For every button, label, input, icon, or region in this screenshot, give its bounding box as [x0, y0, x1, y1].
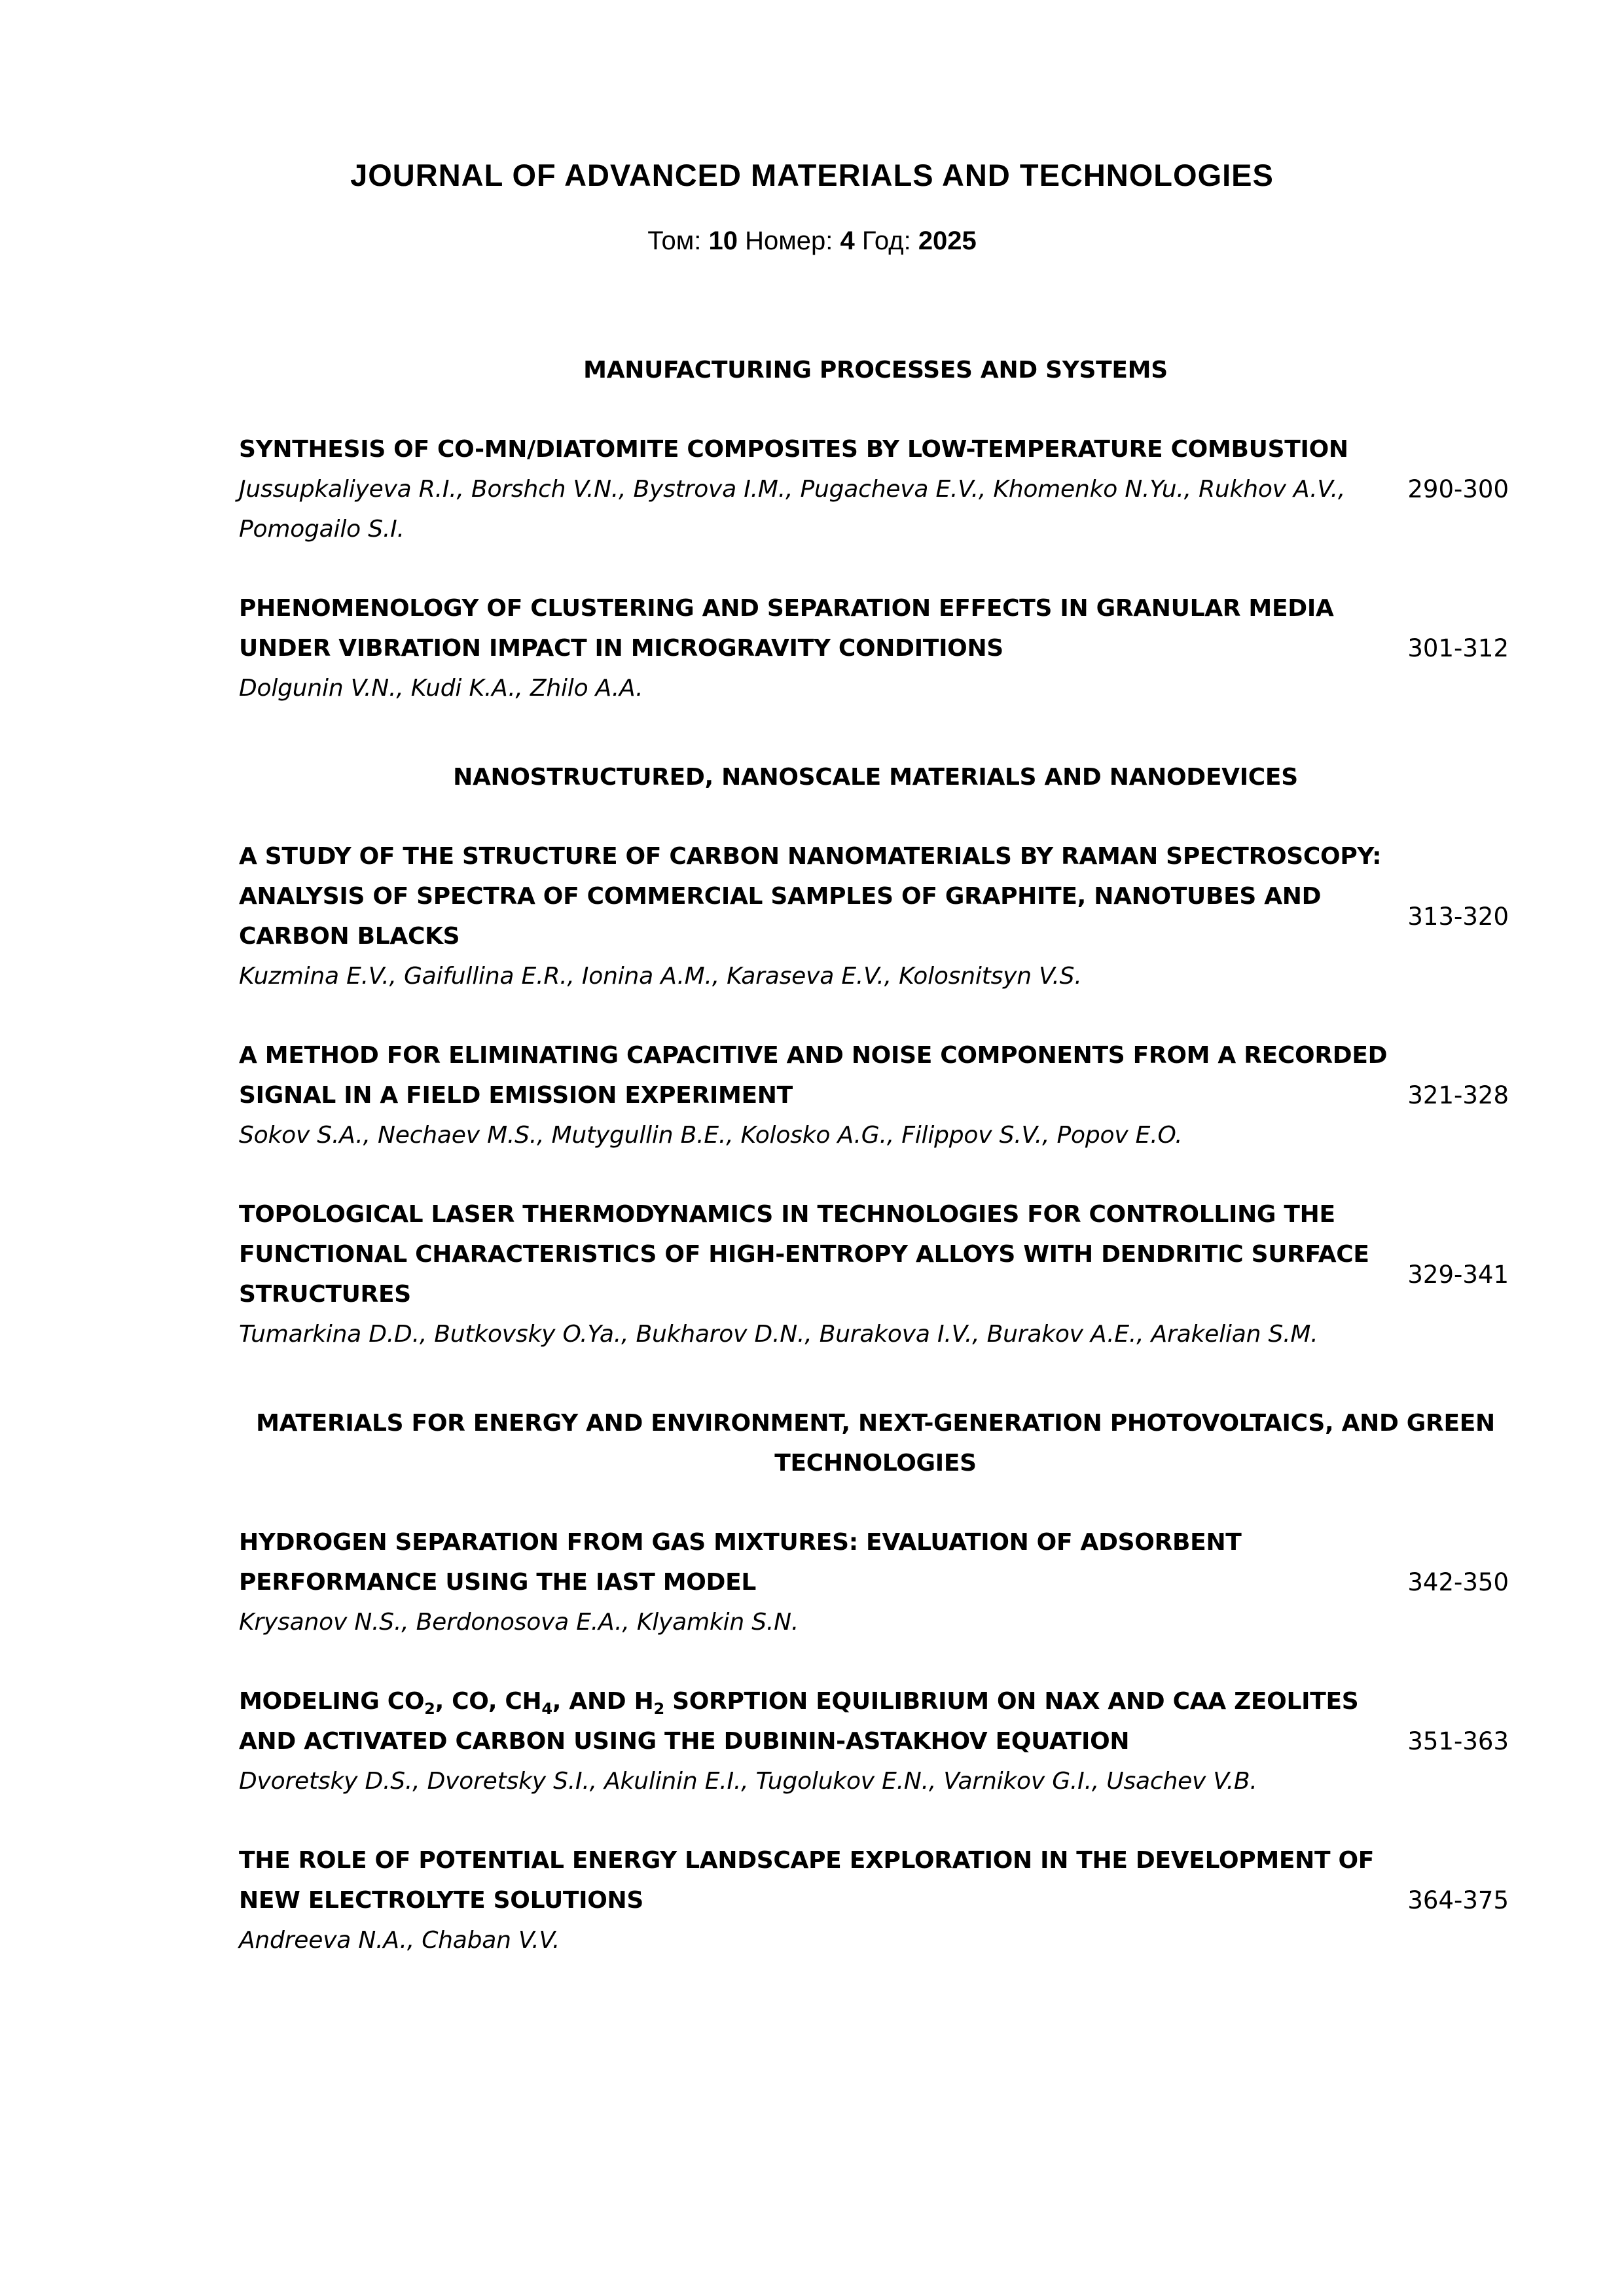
toc-entry[interactable]: [239, 1035, 1512, 1155]
toc-entry[interactable]: [239, 1194, 1512, 1354]
article-authors: Kuzmina E.V., Gaifullina E.R., Ionina A.M., Karaseva E.V., Kolosnitsyn V.S.: [239, 963, 1082, 990]
toc-entry[interactable]: [239, 588, 1512, 708]
article-title[interactable]: TOPOLOGICAL LASER THERMODYNAMICS IN TECHNOLOGIES FOR CONTROLLING THE FUNCTIONAL CHARACTERISTICS OF HIGH-ENTROPY ALLOYS WITH DENDRITIC SURFACE STRUCTURES: [239, 1201, 1369, 1308]
page-range: 351-363: [1407, 1727, 1509, 1755]
journal-title: JOURNAL OF ADVANCED MATERIALS AND TECHNOLOGIES: [350, 158, 1274, 192]
article-title[interactable]: SYNTHESIS OF CO-MN/DIATOMITE COMPOSITES BY LOW-TEMPERATURE COMBUSTION: [239, 436, 1348, 463]
article-title[interactable]: [239, 1681, 1404, 1761]
article-title[interactable]: HYDROGEN SEPARATION FROM GAS MIXTURES: EVALUATION OF ADSORBENT PERFORMANCE USING THE IAST MODEL: [239, 1529, 1242, 1596]
subscript: 2: [424, 1700, 435, 1719]
issue-info: [0, 226, 1624, 256]
toc-entry[interactable]: [239, 1840, 1512, 1960]
number-label: Номер:: [745, 226, 833, 255]
toc-entry[interactable]: [239, 429, 1512, 549]
title-text: , AND H: [552, 1688, 654, 1715]
article-authors: Andreeva N.A., Chaban V.V.: [239, 1927, 560, 1954]
year-label: Год:: [861, 226, 911, 255]
page-range: 301-312: [1407, 634, 1509, 662]
section-heading: MATERIALS FOR ENERGY AND ENVIRONMENT, NEXT-GENERATION PHOTOVOLTAICS, AND GREEN TECHNOLOGIES: [256, 1410, 1495, 1477]
subscript: 2: [653, 1700, 664, 1719]
article-authors: Dvoretsky D.S., Dvoretsky S.I., Akulinin E.I., Tugolukov E.N., Varnikov G.I., Usachev V.B.: [239, 1768, 1257, 1795]
page-range: 364-375: [1407, 1886, 1509, 1914]
article-authors: Jussupkaliyeva R.I., Borshch V.N., Bystrova I.M., Pugacheva E.V., Khomenko N.Yu., Rukhov A.V., Pomogailo S.I.: [239, 476, 1346, 543]
toc-entry[interactable]: [239, 1681, 1512, 1801]
article-title[interactable]: THE ROLE OF POTENTIAL ENERGY LANDSCAPE EXPLORATION IN THE DEVELOPMENT OF NEW ELECTROLYTE SOLUTIONS: [239, 1847, 1375, 1914]
page-range: 342-350: [1407, 1568, 1509, 1596]
article-authors: Krysanov N.S., Berdonosova E.A., Klyamkin S.N.: [239, 1609, 799, 1636]
page-range: 290-300: [1407, 475, 1509, 503]
toc-entry[interactable]: [239, 836, 1512, 996]
article-title[interactable]: A METHOD FOR ELIMINATING CAPACITIVE AND NOISE COMPONENTS FROM A RECORDED SIGNAL IN A FIELD EMISSION EXPERIMENT: [239, 1042, 1388, 1109]
number-value: 4: [840, 226, 855, 255]
section-heading: NANOSTRUCTURED, NANOSCALE MATERIALS AND NANODEVICES: [453, 764, 1298, 791]
toc-entry[interactable]: [239, 1522, 1512, 1642]
section-heading: MANUFACTURING PROCESSES AND SYSTEMS: [583, 357, 1168, 384]
article-authors: Sokov S.A., Nechaev M.S., Mutygullin B.E., Kolosko A.G., Filippov S.V., Popov E.O.: [239, 1122, 1183, 1149]
title-text: SORPTION EQUILIBRIUM ON NAX AND CAA ZEOLITES AND ACTIVATED CARBON USING THE DUBININ-ASTAKHOV EQUATION: [239, 1688, 1359, 1755]
subscript: 4: [541, 1700, 552, 1719]
article-title[interactable]: PHENOMENOLOGY OF CLUSTERING AND SEPARATION EFFECTS IN GRANULAR MEDIA UNDER VIBRATION IMPACT IN MICROGRAVITY CONDITIONS: [239, 595, 1334, 662]
title-text: , CO, CH: [435, 1688, 542, 1715]
article-authors: Dolgunin V.N., Kudi K.A., Zhilo A.A.: [239, 675, 643, 702]
table-of-contents: [239, 350, 1512, 1960]
volume-label: Том:: [647, 226, 702, 255]
year-value: 2025: [918, 226, 977, 255]
article-authors: Tumarkina D.D., Butkovsky O.Ya., Bukharov D.N., Burakova I.V., Burakov A.E., Arakelian S.M.: [239, 1321, 1318, 1348]
title-text: MODELING CO: [239, 1688, 425, 1715]
page-range: 329-341: [1407, 1260, 1509, 1289]
volume-value: 10: [708, 226, 738, 255]
article-title[interactable]: A STUDY OF THE STRUCTURE OF CARBON NANOMATERIALS BY RAMAN SPECTROSCOPY: ANALYSIS OF SPECTRA OF COMMERCIAL SAMPLES OF GRAPHITE, NANOTUBES AND CARBON BLACKS: [239, 843, 1382, 950]
page-range: 321-328: [1407, 1081, 1509, 1109]
page-range: 313-320: [1407, 902, 1509, 931]
